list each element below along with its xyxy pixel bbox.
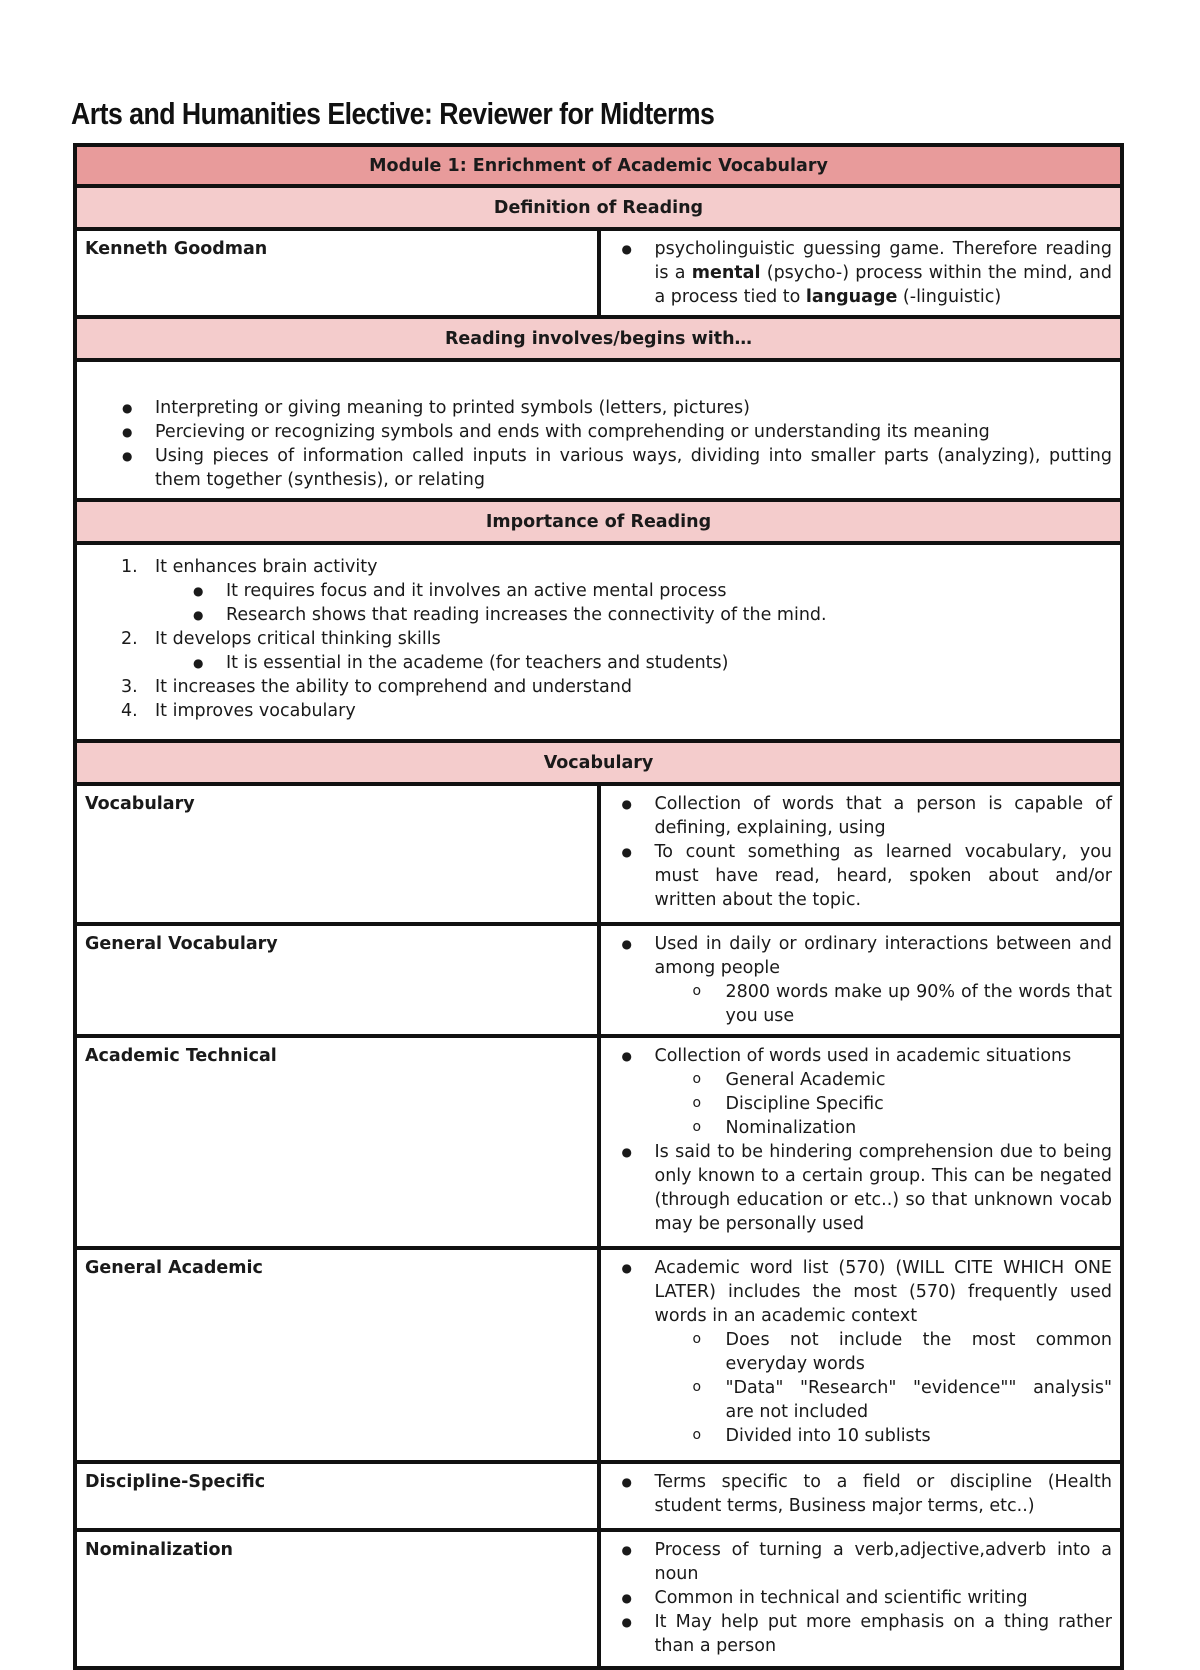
list-item: [121, 627, 1112, 675]
item-text: It improves vocabulary: [155, 701, 356, 721]
sub-item: o General Academic: [726, 1068, 1113, 1092]
list-item: [655, 1256, 1113, 1448]
vocab-row: [75, 1036, 1122, 1248]
vocab-definition: [599, 1248, 1123, 1462]
involves-box: [75, 360, 1122, 500]
vocab-row: [75, 1248, 1122, 1462]
vocab-definition: [599, 784, 1123, 924]
item-text: It develops critical thinking skills: [155, 629, 441, 649]
definition-header: Definition of Reading: [75, 186, 1122, 229]
vocab-definition: [599, 924, 1123, 1036]
vocab-definition: [599, 1462, 1123, 1530]
sub-item: o Divided into 10 sublists: [726, 1424, 1113, 1448]
vocab-row: [75, 1462, 1122, 1530]
importance-header: Importance of Reading: [75, 500, 1122, 543]
vocab-term: General Academic: [75, 1248, 599, 1462]
definition-part: psycholinguistic guessing game. Therefore reading is a: [654, 239, 1112, 283]
vocab-term: Discipline-Specific: [75, 1462, 599, 1530]
involves-row: [75, 360, 1122, 500]
list-item: ● Using pieces of information called inputs in various ways, dividing into smaller parts (analyzing), putting them together (synthesis), or relating: [155, 444, 1112, 492]
definition-bold-mental: mental: [691, 263, 761, 283]
list-item: [655, 932, 1113, 1028]
item-text: It enhances brain activity: [155, 557, 378, 577]
list-item: [121, 675, 1112, 699]
item-text: It increases the ability to comprehend and understand: [155, 677, 632, 697]
sub-item: ● It requires focus and it involves an active mental process: [226, 579, 1112, 603]
vocab-definition: [599, 1036, 1123, 1248]
item-text: Used in daily or ordinary interactions between and among people: [654, 934, 1112, 978]
vocab-term: Academic Technical: [75, 1036, 599, 1248]
list-item: ● Percieving or recognizing symbols and ends with comprehending or understanding its meaning: [155, 420, 1112, 444]
vocab-row: [75, 924, 1122, 1036]
item-text: Academic word list (570) (WILL CITE WHICH ONE LATER) includes the most (570) frequently used words in an academic context: [654, 1258, 1112, 1326]
importance-box: [75, 543, 1122, 741]
item-number: 2.: [121, 629, 138, 649]
item-text: Collection of words used in academic situations: [654, 1046, 1072, 1066]
importance-header-row: [75, 500, 1122, 543]
definition-term: Kenneth Goodman: [75, 229, 599, 317]
vocabulary-header-row: [75, 741, 1122, 784]
list-item: ● Interpreting or giving meaning to printed symbols (letters, pictures): [155, 396, 1112, 420]
item-number: 1.: [121, 557, 138, 577]
definition-header-row: [75, 186, 1122, 229]
reviewer-table: [73, 143, 1124, 1670]
vocab-term: General Vocabulary: [75, 924, 599, 1036]
sub-item: o "Data" "Research" "evidence"" analysis" are not included: [726, 1376, 1113, 1424]
sub-item: o Does not include the most common everyday words: [726, 1328, 1113, 1376]
sub-item: o Nominalization: [726, 1116, 1113, 1140]
sub-item: ● It is essential in the academe (for teachers and students): [226, 651, 1112, 675]
list-item: ● To count something as learned vocabulary, you must have read, heard, spoken about and/or written about the topic.: [655, 840, 1113, 912]
item-number: 3.: [121, 677, 138, 697]
sub-item: o 2800 words make up 90% of the words that you use: [726, 980, 1113, 1028]
list-item: ● Common in technical and scientific writing: [655, 1586, 1113, 1610]
sub-item: ● Research shows that reading increases the connectivity of the mind.: [226, 603, 1112, 627]
list-item: [121, 699, 1112, 723]
sub-item: o Discipline Specific: [726, 1092, 1113, 1116]
definition-bold-language: language: [805, 287, 898, 307]
definition-bullet: [655, 237, 1113, 309]
definition-row: [75, 229, 1122, 317]
vocab-term: Vocabulary: [75, 784, 599, 924]
definition-text: [599, 229, 1123, 317]
vocab-row: [75, 1530, 1122, 1668]
vocabulary-header: Vocabulary: [75, 741, 1122, 784]
definition-part: (-linguistic): [897, 287, 1002, 307]
definition-part: (psycho-) process within the mind, and a process tied to: [654, 263, 1112, 307]
document-title: Arts and Humanities Elective: Reviewer for Midterms: [71, 96, 715, 131]
module-header: Module 1: Enrichment of Academic Vocabulary: [75, 145, 1122, 186]
list-item: ● Process of turning a verb,adjective,adverb into a noun: [655, 1538, 1113, 1586]
list-item: ● Terms specific to a field or discipline (Health student terms, Business major terms, etc..): [655, 1470, 1113, 1518]
importance-row: [75, 543, 1122, 741]
vocab-definition: [599, 1530, 1123, 1668]
list-item: [121, 555, 1112, 627]
involves-header: Reading involves/begins with…: [75, 317, 1122, 360]
list-item: ● Is said to be hindering comprehension due to being only known to a certain group. This can be negated (through education or etc..) so that unknown vocab may be personally used: [655, 1140, 1113, 1236]
module-header-row: [75, 145, 1122, 186]
involves-header-row: [75, 317, 1122, 360]
list-item: ● It May help put more emphasis on a thing rather than a person: [655, 1610, 1113, 1658]
vocab-row: [75, 784, 1122, 924]
list-item: [655, 1044, 1113, 1140]
vocab-term: Nominalization: [75, 1530, 599, 1668]
item-number: 4.: [121, 701, 138, 721]
list-item: ● Collection of words that a person is capable of defining, explaining, using: [655, 792, 1113, 840]
